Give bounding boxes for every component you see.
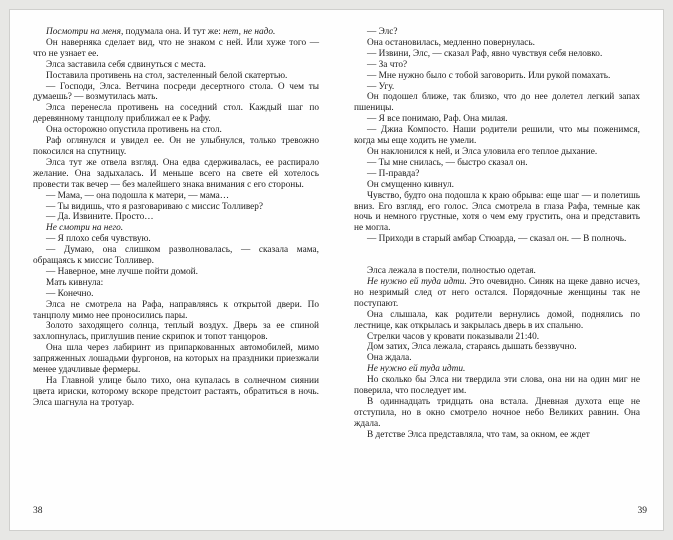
paragraph: — Господи, Элса. Ветчина посреди десертного стола. О чем ты думаешь? — возмутилась мать.	[33, 81, 319, 103]
paragraph: — Ты видишь, что я разговариваю с миссис Толливер?	[46, 201, 264, 212]
paragraph: Поставила противень на стол, застеленный белой скатертью.	[46, 70, 288, 81]
paragraph: Она шла через лабиринт из припаркованных автомобилей, мимо запряженных лошадьми фургонов, на которых на праздники приезжали менее удачливые фермеры.	[33, 343, 319, 376]
paragraph: Она остановилась, медленно повернулась.	[367, 37, 535, 48]
paragraph: На Главной улице было тихо, она купалась в солнечном сиянии цвета ириски, которому вскоре предстоит растаять, обратиться в ночь. Элса шагнула на тротуар.	[33, 376, 319, 408]
paragraph: — Конечно.	[46, 288, 94, 299]
paragraph: Он подошел ближе, так близко, что до нее долетел легкий запах пшеницы.	[354, 92, 640, 114]
left-page-text	[33, 27, 319, 409]
paragraph: Чувство, будто она подошла к краю обрыва: еще шаг — и полетишь вниз. Его взгляд, его голос. Элса смотрела в глаза Рафа, темные как ночь и немного грустные, хотя о чем ему грустить, она и представить не могла.	[354, 190, 640, 234]
paragraph: Мать кивнула:	[46, 277, 104, 288]
paragraph: Она ждала.	[367, 353, 412, 364]
paragraph: Она слышала, как родители вернулись домой, поднялись по лестнице, как открылась и закрылась дверь в их спальню.	[354, 309, 640, 331]
paragraph: В одиннадцать тридцать она встала. Дневная духота еще не отступила, но в окно смотрело ночное небо Великих равнин. Она ждала.	[354, 397, 640, 429]
paragraph: Он смущенно кивнул.	[367, 179, 454, 190]
paragraph: Посмотри на меня, подумала она. И тут же: нет, не надо.	[46, 27, 276, 37]
paragraph: Но сколько бы Элса ни твердила эти слова, она ни на один миг не поверила, что последует им.	[354, 375, 640, 397]
paragraph: В детстве Элса представляла, что там, за окном, ее ждет	[367, 429, 590, 440]
paragraph: — П-правда?	[367, 168, 420, 179]
paragraph: — Ты мне снилась, — быстро сказал он.	[367, 157, 528, 168]
paragraph: Он наклонился к ней, и Элса уловила его теплое дыхание.	[367, 146, 598, 157]
paragraph: Раф оглянулся и увидел ее. Он не улыбнулся, только тревожно покосился на спутницу.	[33, 136, 319, 157]
paragraph: Элса лежала в постели, полностью одетая.	[367, 266, 536, 277]
paragraph: Элса тут же отвела взгляд. Она едва сдерживалась, ее распирало желание. Она задыхалась. И меньше всего на свете ей хотелось провести так вечер — без малейшего знака внимания с его стороны.	[33, 157, 319, 190]
paragraph: Элса перенесла противень на соседний стол. Каждый шаг по деревянному танцполу приближал ее к Рафу.	[33, 103, 319, 125]
paragraph: Дом затих, Элса лежала, стараясь дышать беззвучно.	[367, 342, 577, 353]
paragraph: — За что?	[367, 59, 408, 70]
paragraph: Не нужно ей туда идти. Это очевидно. Синяк на щеке давно исчез, но незримый след от него остался. Порядочные женщины так не поступают.	[354, 277, 640, 309]
paragraph: Он наверняка сделает вид, что не знаком с ней. Или хуже того — что не узнает ее.	[33, 37, 319, 59]
paragraph: Не смотри на него.	[46, 223, 124, 234]
paragraph: Элса заставила себя сдвинуться с места.	[46, 59, 206, 70]
book-spread	[9, 9, 664, 531]
paragraph: — Мама, — она подошла к матери, — мама…	[46, 190, 230, 201]
paragraph: — Элс?	[367, 27, 398, 37]
paragraph: — Приходи в старый амбар Стюарда, — сказал он. — В полночь.	[367, 234, 627, 245]
paragraph: — Джиа Компосто. Наши родители решили, что мы поженимся, когда мы еще ходить не умели.	[354, 125, 640, 147]
paragraph: Элса не смотрела на Рафа, направляясь к открытой двери. По танцполу мимо нее проносились пары.	[33, 299, 319, 321]
left-page-number: 38	[33, 506, 43, 516]
paragraph: Золото заходящего солнца, теплый воздух. Дверь за ее спиной захлопнулась, приглушив пение скрипок и топот танцоров.	[33, 321, 319, 343]
paragraph: — Думаю, она слишком разволновалась, — сказала мама, обращаясь к миссис Толливер.	[33, 245, 319, 267]
paragraph: — Извини, Элс, — сказал Раф, явно чувствуя себя неловко.	[367, 48, 603, 59]
paragraph: — Да. Извините. Просто…	[46, 212, 154, 223]
paragraph: — Мне нужно было с тобой заговорить. Или рукой помахать.	[367, 70, 611, 81]
paragraph: — Угу.	[367, 81, 395, 92]
paragraph: — Наверное, мне лучше пойти домой.	[46, 266, 198, 277]
right-page-number: 39	[637, 506, 647, 516]
paragraph: — Я плохо себя чувствую.	[46, 234, 151, 245]
paragraph: Стрелки часов у кровати показывали 21:40.	[367, 331, 540, 342]
paragraph: — Я все понимаю, Раф. Она милая.	[367, 114, 508, 125]
paragraph: Не нужно ей туда идти.	[367, 364, 466, 375]
right-page-text	[354, 27, 640, 441]
paragraph: Она осторожно опустила противень на стол.	[46, 125, 222, 136]
